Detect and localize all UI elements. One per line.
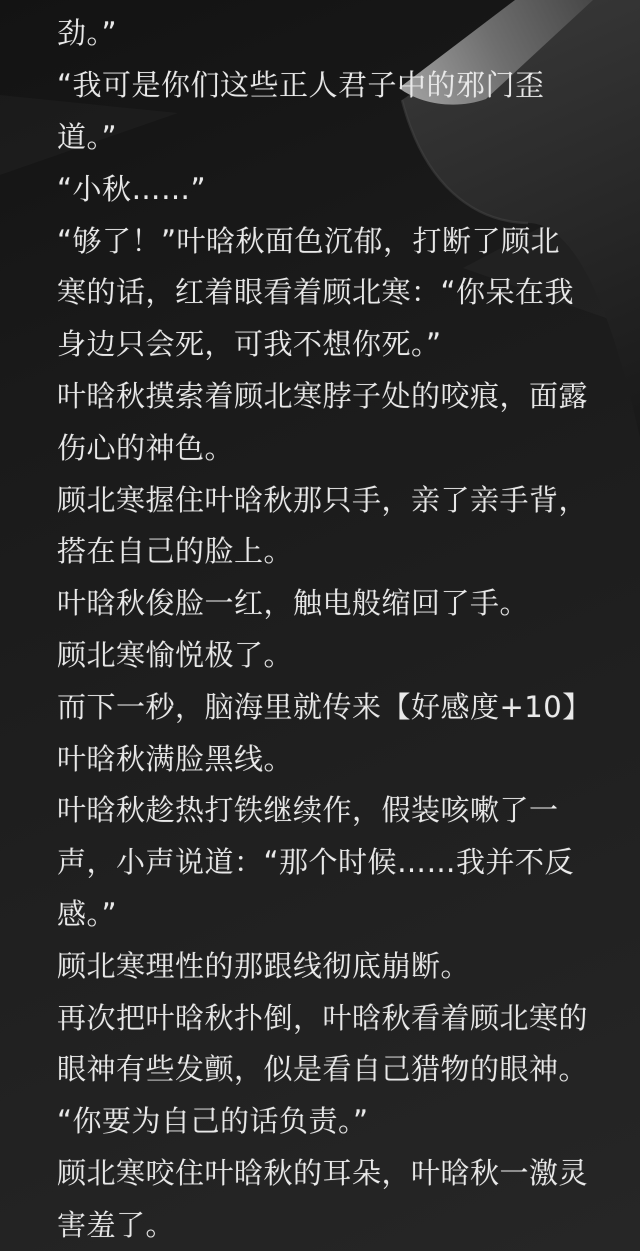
- text-line-17: 声，小声说道：“那个时候……我并不反: [57, 845, 575, 880]
- text-line-24: 害羞了。: [57, 1207, 176, 1242]
- novel-text-body: [57, 6, 612, 1249]
- text-line-15: 叶晗秋满脸黑线。: [57, 741, 294, 776]
- text-line-3: 道。”: [57, 119, 118, 154]
- text-line-11: 搭在自己的脸上。: [57, 534, 294, 569]
- text-line-6: 寒的话，红着眼看着顾北寒：“你呆在我: [57, 275, 575, 310]
- text-line-14: 而下一秒，脑海里就传来【好感度+10】: [57, 689, 592, 724]
- text-line-13: 顾北寒愉悦极了。: [57, 637, 294, 672]
- text-line-4: “小秋……”: [57, 171, 207, 206]
- text-line-1: 劲。”: [57, 16, 118, 51]
- text-line-12: 叶晗秋俊脸一红，触电般缩回了手。: [57, 586, 530, 621]
- text-line-2: “我可是你们这些正人君子中的邪门歪: [57, 68, 545, 103]
- text-line-19: 顾北寒理性的那跟线彻底崩断。: [57, 948, 471, 983]
- text-line-20: 再次把叶晗秋扑倒，叶晗秋看着顾北寒的: [57, 1000, 589, 1035]
- text-line-18: 感。”: [57, 896, 118, 931]
- text-line-23: 顾北寒咬住叶晗秋的耳朵，叶晗秋一激灵: [57, 1155, 589, 1190]
- text-line-5: “够了！”叶晗秋面色沉郁，打断了顾北: [57, 223, 561, 258]
- text-line-10: 顾北寒握住叶晗秋那只手，亲了亲手背，: [57, 482, 589, 517]
- text-line-22: “你要为自己的话负责。”: [57, 1104, 369, 1139]
- text-line-9: 伤心的神色。: [57, 430, 235, 465]
- text-line-7: 身边只会死，可我不想你死。”: [57, 327, 442, 362]
- text-line-8: 叶晗秋摸索着顾北寒脖子处的咬痕，面露: [57, 378, 589, 413]
- text-line-16: 叶晗秋趁热打铁继续作，假装咳嗽了一: [57, 793, 559, 828]
- text-line-21: 眼神有些发颤，似是看自己猎物的眼神。: [57, 1052, 589, 1087]
